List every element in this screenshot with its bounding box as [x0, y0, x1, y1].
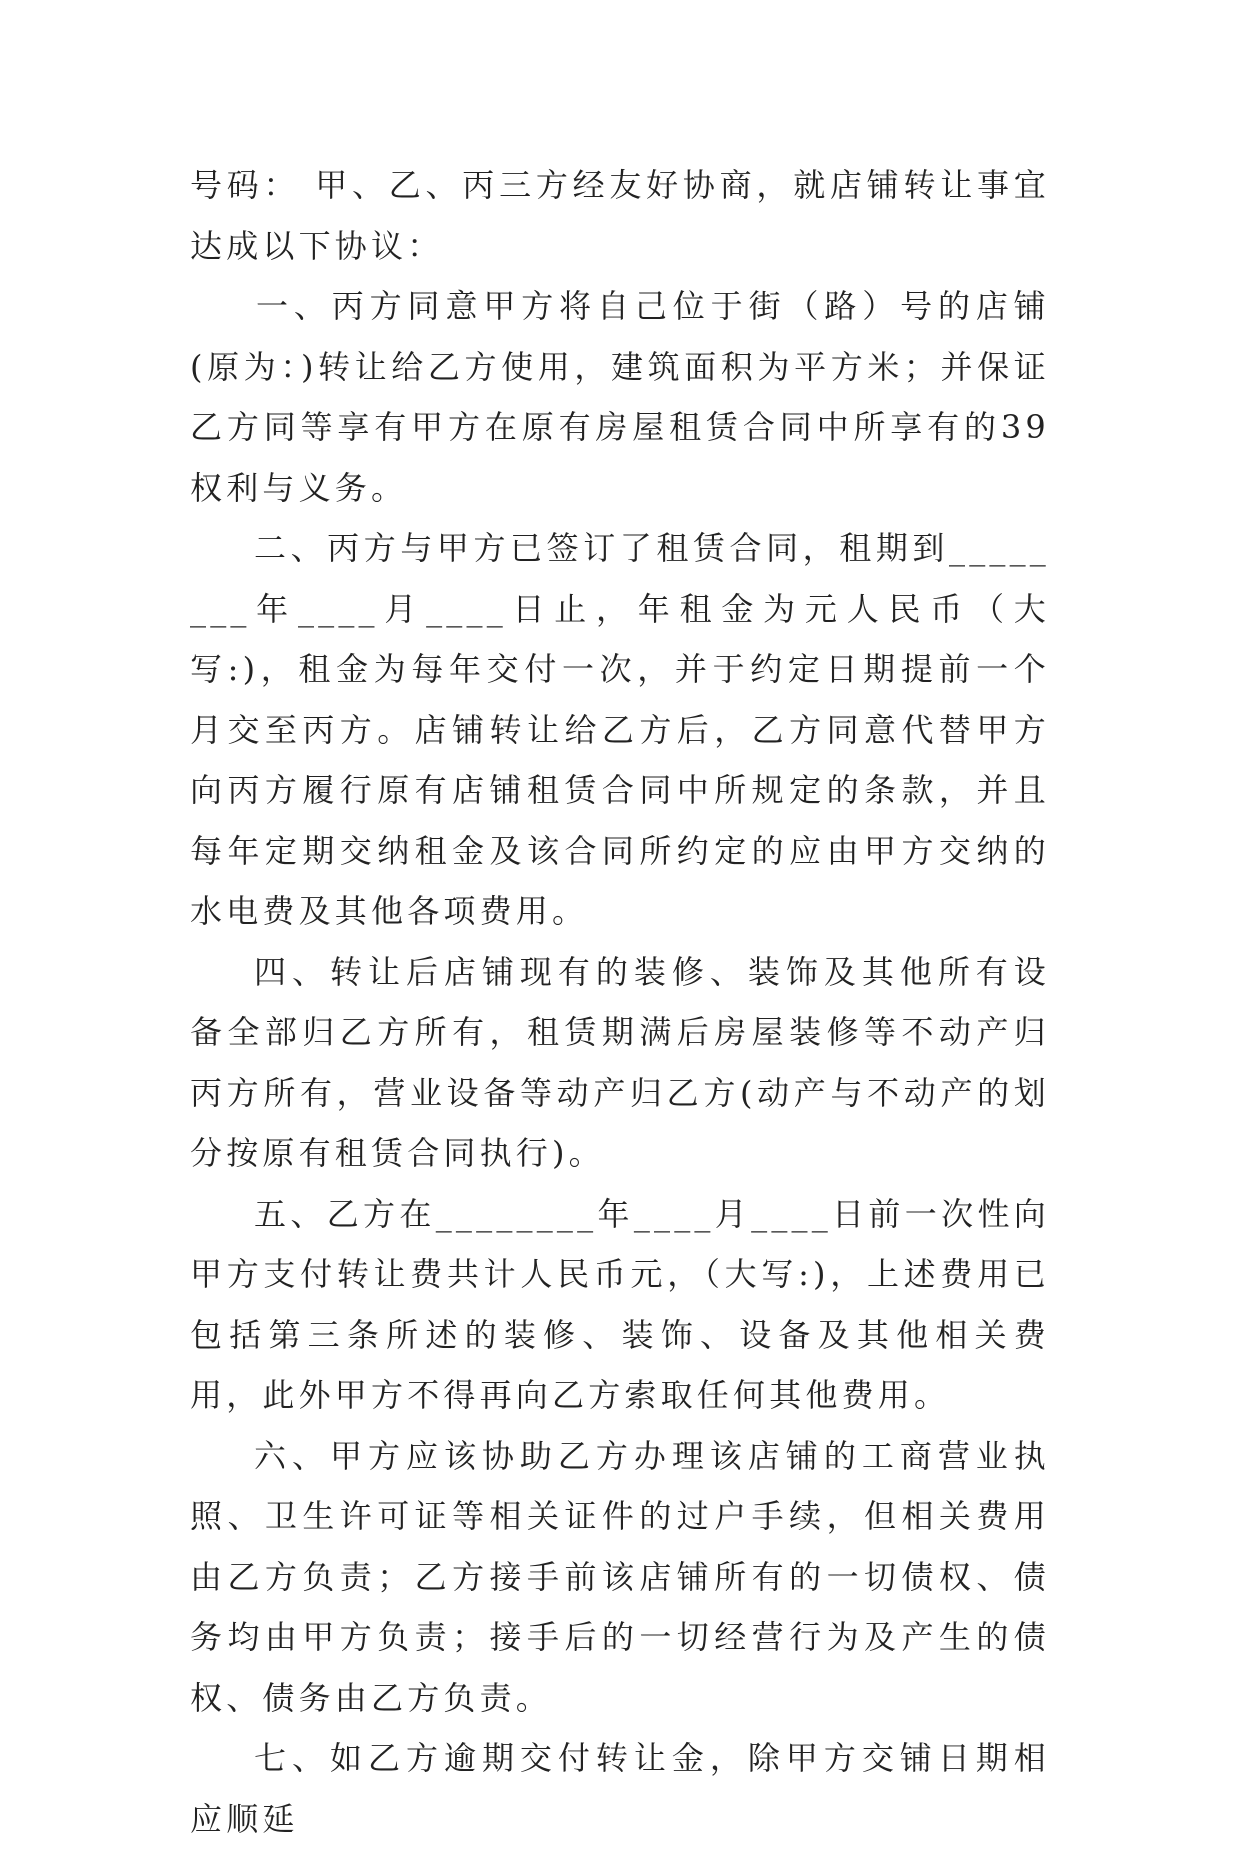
clause-6-paragraph: 六、甲方应该协助乙方办理该店铺的工商营业执照、卫生许可证等相关证件的过户手续，但相关费用由乙方负责；乙方接手前该店铺所有的一切债权、债务均由甲方负责；接手后的一切经营行为及产生的债权、债务由乙方负责。	[190, 1436, 1050, 1717]
clause-5-paragraph: 五、乙方在________年____月____日前一次性向甲方支付转让费共计人民币元，（大写:)，上述费用已包括第三条所述的装修、装饰、设备及其他相关费用，此外甲方不得再向乙方索取任何其他费用。	[190, 1194, 1050, 1414]
clause-2-paragraph: 二、丙方与甲方已签订了租赁合同，租期到________年____月____日止，年租金为元人民币（大写:)，租金为每年交付一次，并于约定日期提前一个月交至丙方。店铺转让给乙方后，乙方同意代替甲方向丙方履行原有店铺租赁合同中所规定的条款，并且每年定期交纳租金及该合同所约定的应由甲方交纳的水电费及其他各项费用。	[190, 529, 1050, 930]
document-body	[190, 155, 1050, 1849]
clause-4-paragraph: 四、转让后店铺现有的装修、装饰及其他所有设备全部归乙方所有，租赁期满后房屋装修等不动产归丙方所有，营业设备等动产归乙方(动产与不动产的划分按原有租赁合同执行)。	[190, 952, 1050, 1172]
clause-7-paragraph: 七、如乙方逾期交付转让金，除甲方交铺日期相应顺延	[190, 1739, 1050, 1838]
intro-paragraph: 号码： 甲、乙、丙三方经友好协商，就店铺转让事宜达成以下协议：	[190, 166, 1050, 265]
clause-1-paragraph: 一、丙方同意甲方将自己位于街（路）号的店铺(原为：)转让给乙方使用，建筑面积为平方米；并保证乙方同等享有甲方在原有房屋租赁合同中所享有的39权利与义务。	[190, 287, 1050, 507]
